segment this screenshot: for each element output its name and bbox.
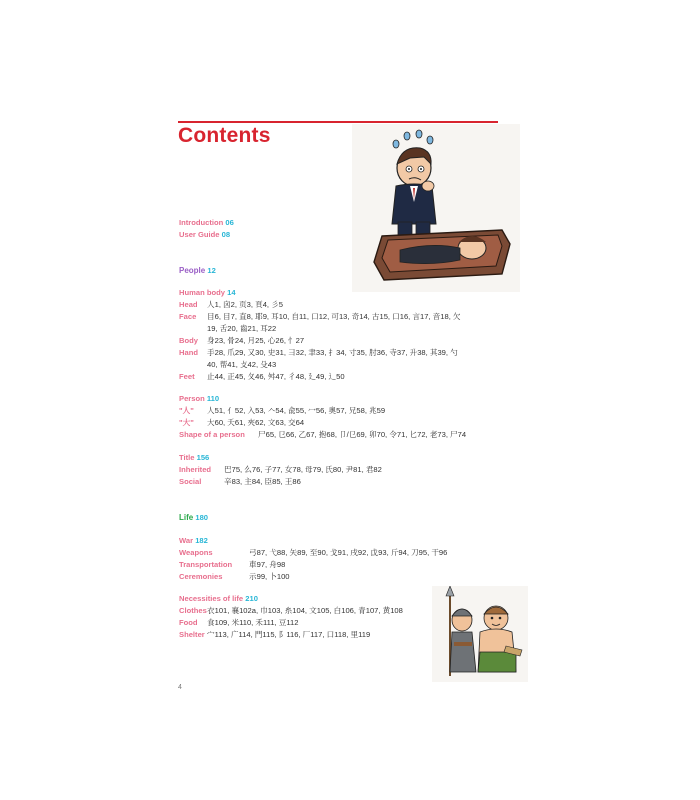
row-weapons: Weapons 弓87, 弋88, 矢89, 至90, 戈91, 戌92, 戉93, 斤94, 刀95, 干96 (179, 548, 448, 557)
section-people[interactable]: People 12 (179, 266, 216, 275)
row-shape-of-person: Shape of a person 尸65, 㔾66, 乙67, 抱68, 卩/㔾69, 卯70, 令71, 匕72, 老73, 尸74 (179, 430, 467, 439)
row-ceremonies: Ceremonies 示99, 卜100 (179, 572, 290, 581)
intro-user-guide[interactable]: User Guide 08 (179, 230, 231, 239)
row-food: Food 食109, 米110, 禾111, 豆112 (179, 618, 299, 627)
row-feet: Feet 止44, 正45, 夂46, 舛47, 彳48, 廴49, 辶50 (179, 372, 345, 381)
section-war (179, 535, 447, 583)
row-person-da: "大" 大60, 夭61, 夾62, 文63, 交64 (179, 418, 305, 427)
row-person-ren: "人" 人51, 亻52, 入53, 𠆢54, 兪55, 冖56, 奧57, 兄58, 兆59 (179, 406, 386, 415)
page-number: 4 (178, 684, 182, 691)
row-hand: Hand 手28, 爪29, 又30, 史31, 彐32, 聿33, 扌34, 寸35, 肘36, 寺37, 升38, 其39, 勺40, 帮41, 攴42, 殳43 (179, 348, 458, 369)
intro-list (179, 217, 234, 241)
section-title (179, 452, 382, 488)
section-human-body (179, 287, 467, 383)
section-person (179, 393, 466, 441)
row-social: Social 辛83, 主84, 臣85, 王86 (179, 477, 301, 486)
row-inherited: Inherited 巴75, 么76, 子77, 女78, 母79, 氏80, 尹81, 君82 (179, 465, 382, 474)
cartoon-soldiers-illustration (432, 586, 528, 682)
section-necessities (179, 593, 403, 641)
row-clothes: Clothes 衣101, 襄102a, 巾103, 糸104, 文105, 白106, 青107, 黄108 (179, 606, 403, 615)
title-heading[interactable]: Title 156 (179, 453, 210, 462)
section-life[interactable]: Life 180 (179, 513, 209, 522)
row-face: Face 目6, 目7, 直8, 耶9, 耳10, 自11, 口12, 可13, 奇14, 古15, 口16, 言17, 音18, 欠19, 舌20, 齒21, 耳22 (179, 312, 461, 333)
cartoon-man-with-coffin-illustration (352, 124, 520, 292)
row-transportation: Transportation 車97, 舟98 (179, 560, 286, 569)
necessities-heading[interactable]: Necessities of life 210 (179, 594, 258, 603)
page-title: Contents (178, 124, 271, 147)
row-body: Body 身23, 骨24, 月25, 心26, 忄27 (179, 336, 305, 345)
person-heading[interactable]: Person 110 (179, 394, 220, 403)
row-head: Head 人1, 囟2, 页3, 頁4, 彡5 (179, 300, 283, 309)
intro-introduction[interactable]: Introduction 06 (179, 218, 234, 227)
human-body-heading[interactable]: Human body 14 (179, 288, 236, 297)
row-shelter: Shelter 宀113, 广114, 門115, 阝116, 厂117, 口118, 里119 (179, 630, 371, 639)
war-heading[interactable]: War 182 (179, 536, 208, 545)
top-rule (178, 121, 498, 123)
